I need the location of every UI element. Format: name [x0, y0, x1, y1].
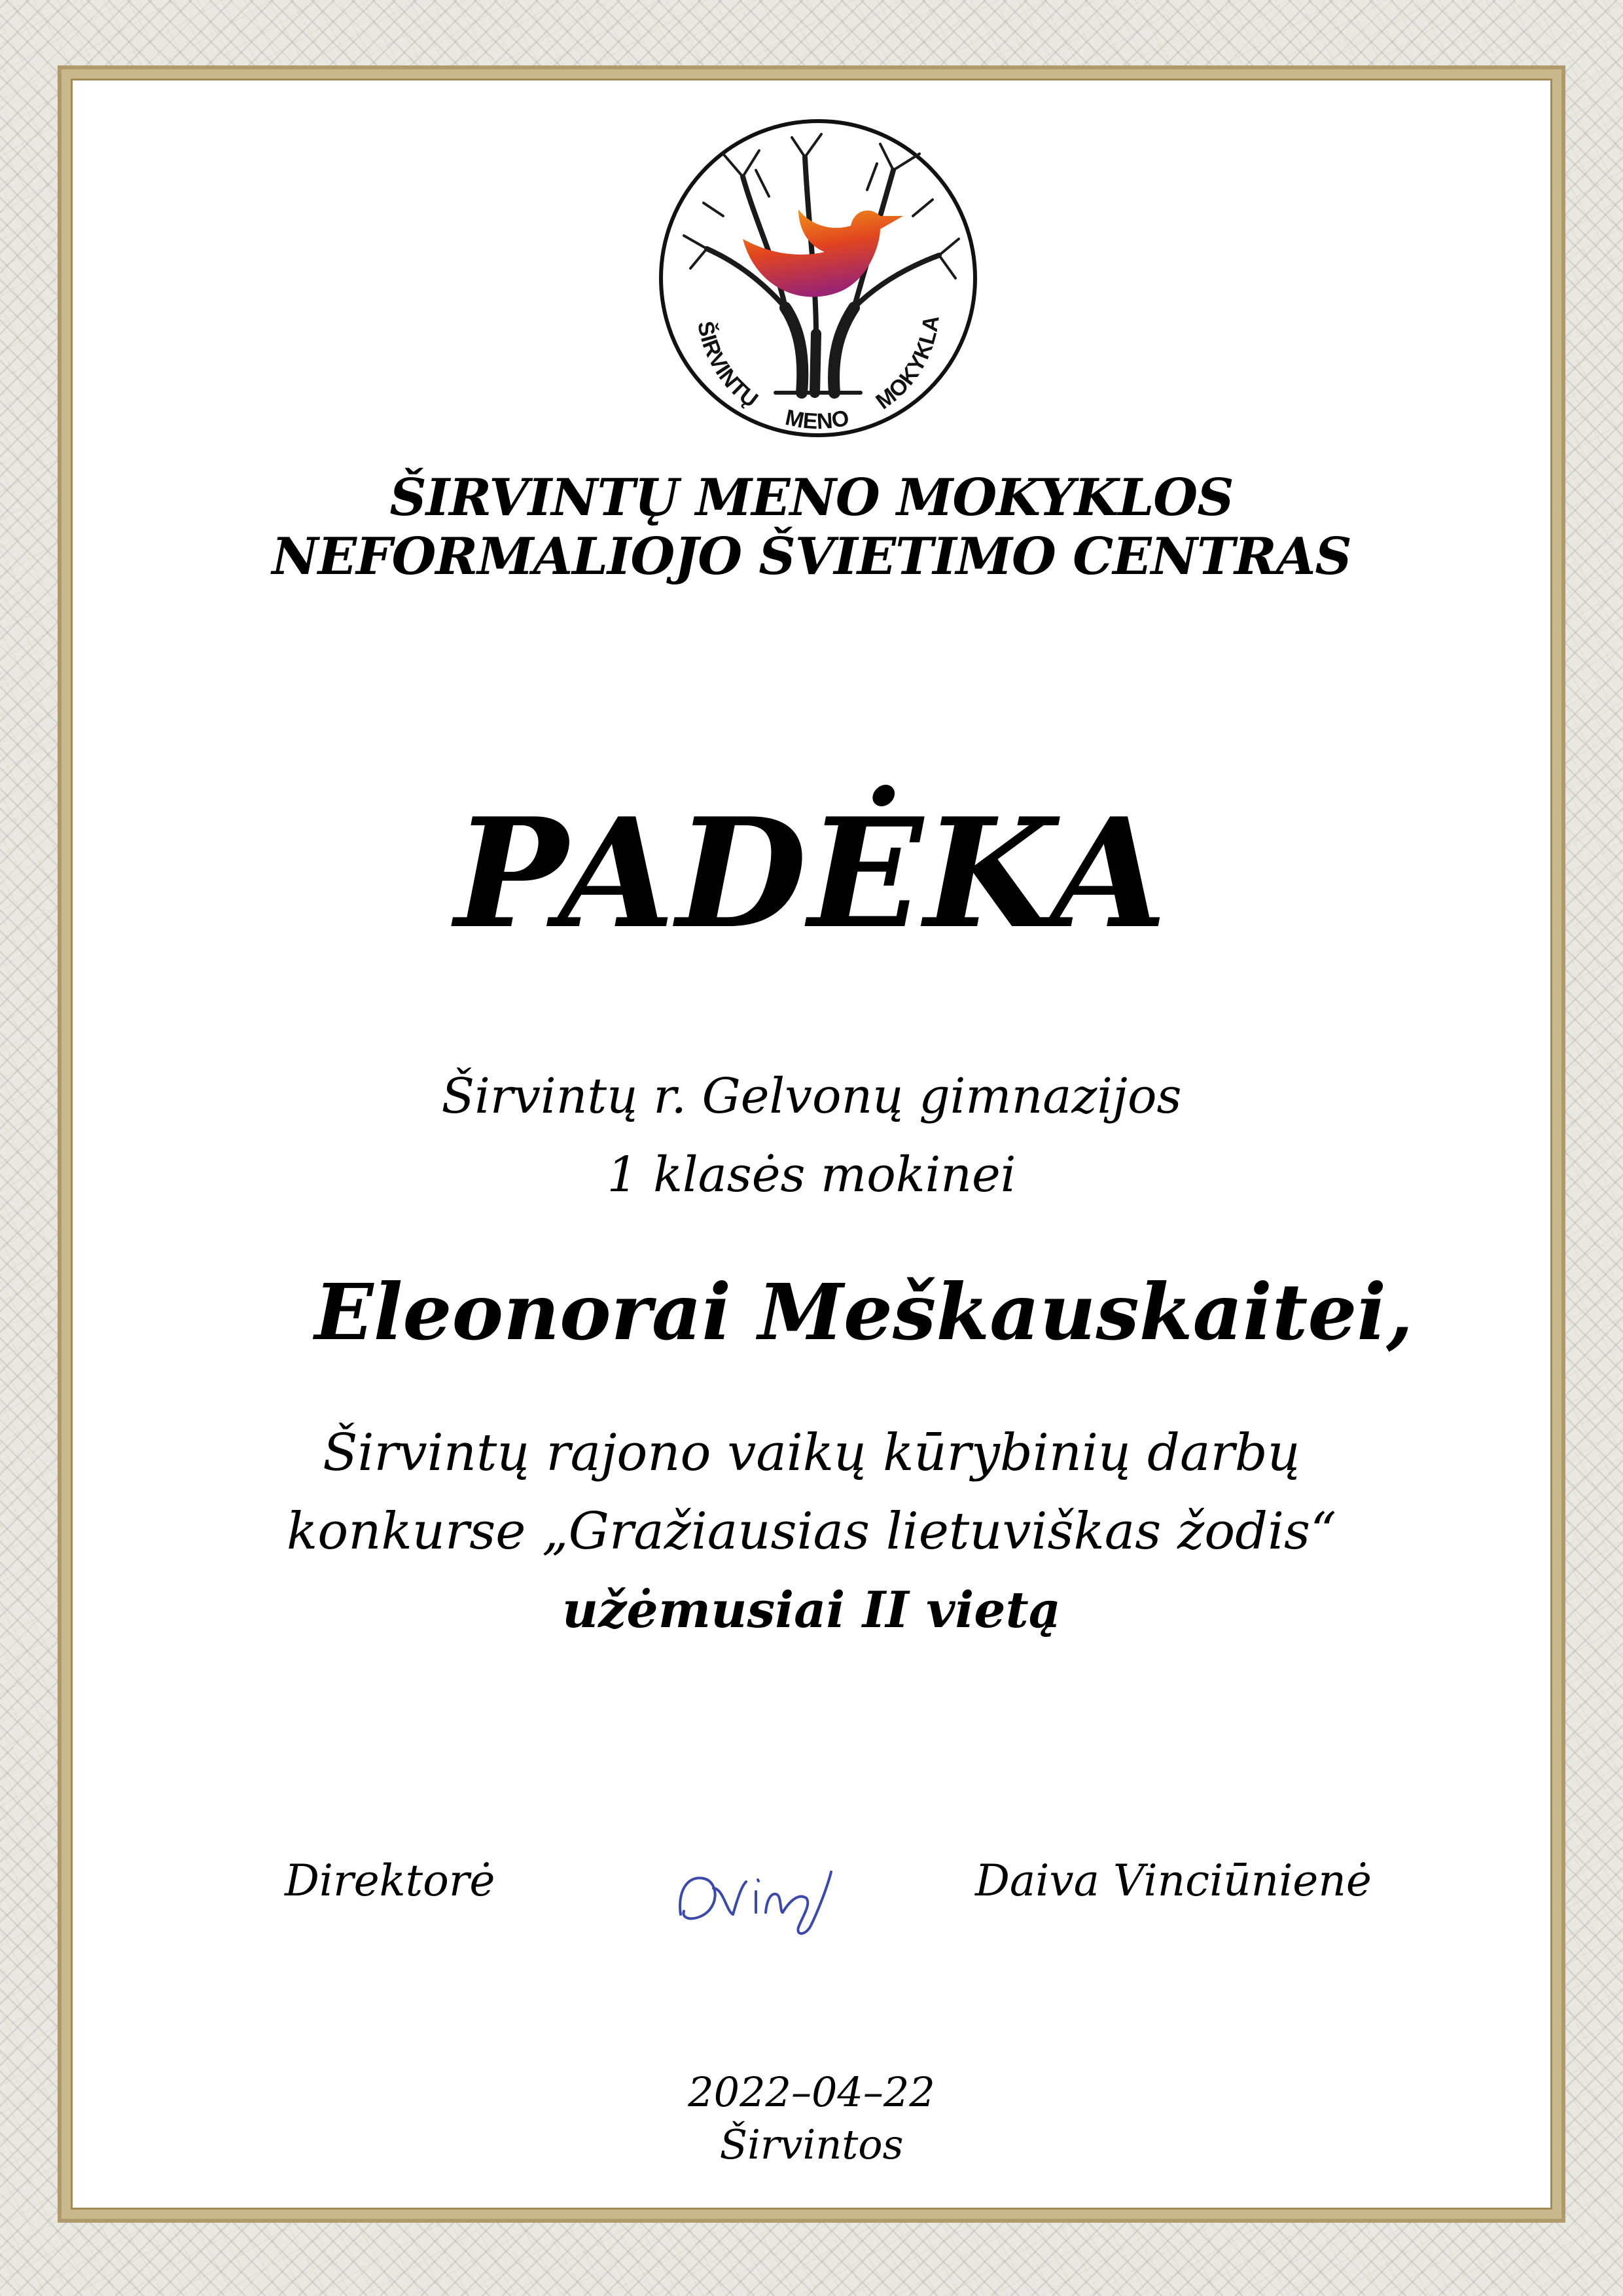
- school-logo: [645, 118, 991, 445]
- signatory-role: Direktorė: [285, 1856, 495, 1906]
- signatory-name: Daiva Vinciūnienė: [975, 1856, 1372, 1906]
- reason-line-1: Širvintų rajono vaikų kūrybinių darbų: [323, 1424, 1300, 1482]
- logo-ring-text-mid: MENO: [783, 404, 851, 435]
- header-line-2: NEFORMALIOJO ŠVIETIMO CENTRAS: [272, 527, 1351, 586]
- reason-line-3: užėmusiai II vietą: [562, 1581, 1061, 1639]
- header-line-1: ŠIRVINTŲ MENO MOKYKLOS: [389, 468, 1234, 528]
- issue-date: 2022–04–22: [688, 2068, 935, 2116]
- logo-ring-text-right: MOKYKLA: [871, 314, 944, 415]
- certificate-title: PADĖKA: [454, 785, 1169, 962]
- recipient-school: Širvintų r. Gelvonų gimnazijos: [441, 1068, 1182, 1124]
- logo-ring-text: ŠIRVINTŲ: [692, 319, 763, 413]
- handwritten-signature: [668, 1852, 844, 1944]
- reason-line-2: konkurse „Gražiausias lietuviškas žodis“: [287, 1502, 1336, 1561]
- issue-place: Širvintos: [719, 2121, 904, 2168]
- recipient-name: Eleonorai Meškauskaitei,: [314, 1266, 1414, 1357]
- recipient-grade: 1 klasės mokinei: [607, 1147, 1016, 1203]
